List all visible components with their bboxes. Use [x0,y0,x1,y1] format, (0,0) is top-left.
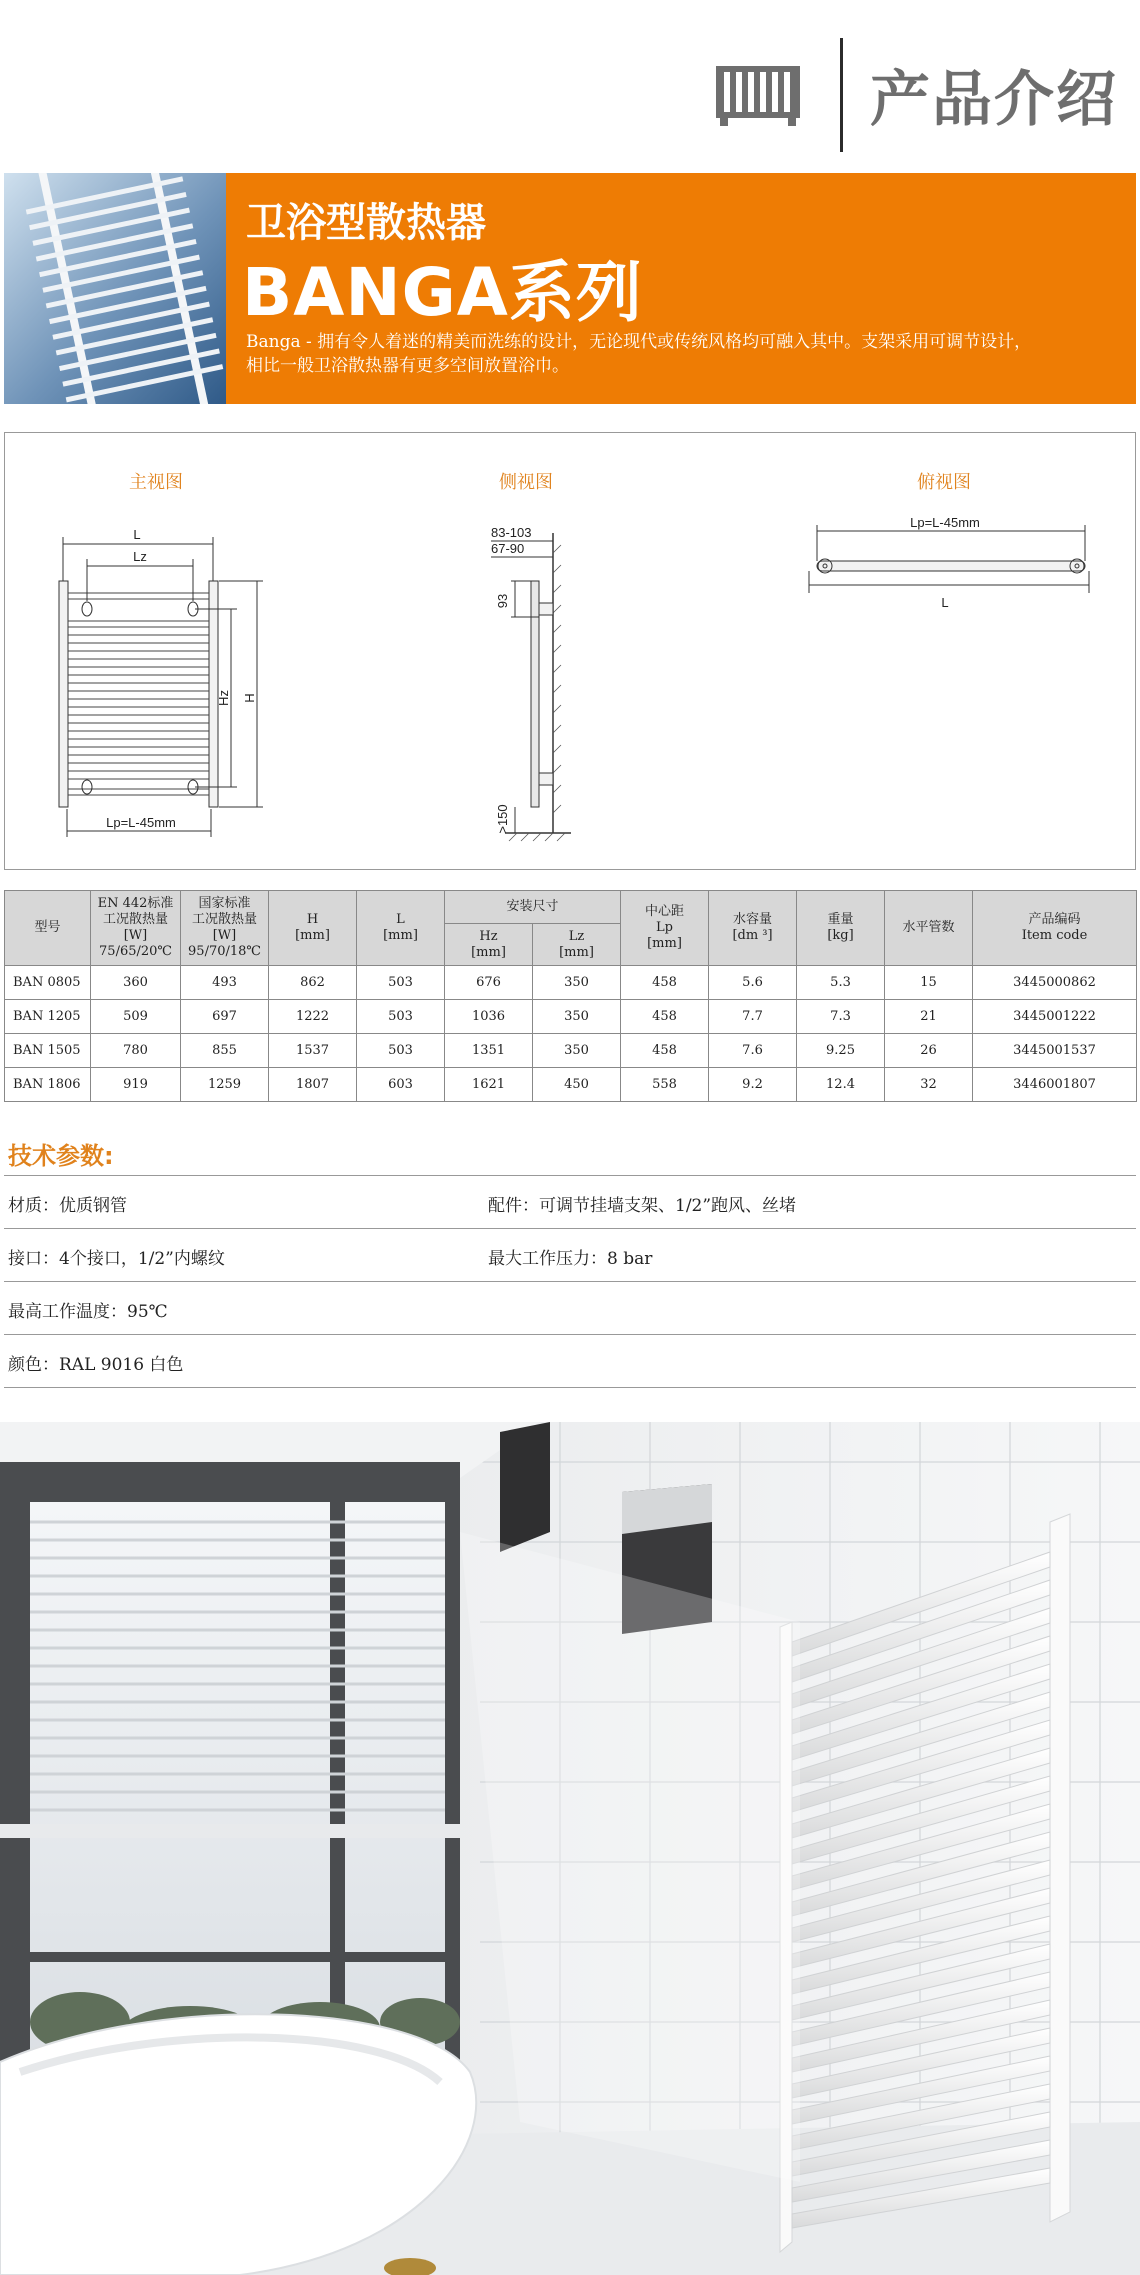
side-view-drawing [491,533,571,841]
col-lp: 中心距 Lp [mm] [621,891,709,966]
param-max-temp: 最高工作温度：95℃ [8,1302,168,1322]
table-row: BAN 0805 360 493 862 503 676 350 458 5.6 5.3 15 3445000862 [5,966,1137,1000]
technical-drawings [4,432,1136,870]
side-dim-150: >150 [495,804,510,834]
table-row: BAN 1205 509 697 1222 503 1036 350 458 7.7 7.3 21 3445001222 [5,1000,1137,1034]
param-material: 材质：优质钢管 [8,1196,127,1216]
col-tubes: 水平管数 [885,891,973,966]
col-h: H [mm] [269,891,357,966]
header-divider [840,38,843,152]
param-connection: 接口：4个接口，1/2”内螺纹 [8,1249,225,1269]
param-color: 颜色：RAL 9016 白色 [8,1355,184,1375]
radiator-icon [716,62,800,126]
col-lz: Lz [mm] [533,924,621,966]
table-row: BAN 1505 780 855 1537 503 1351 350 458 7.6 9.25 26 3445001537 [5,1034,1137,1068]
col-hz: Hz [mm] [445,924,533,966]
front-dim-H: H [242,693,257,703]
param-max-pressure: 最大工作压力：8 bar [488,1249,653,1269]
radiator-banner-image [4,173,226,404]
front-dim-Lz: Lz [133,549,147,564]
col-l: L [mm] [357,891,445,966]
front-dim-Hz: Hz [216,690,231,706]
col-weight: 重量 [kg] [797,891,885,966]
product-banner [4,173,1136,404]
divider [4,1175,1136,1176]
divider [4,1228,1136,1229]
front-dim-Lp: Lp=L-45mm [106,815,176,830]
side-dim-93: 93 [495,593,510,609]
section-title: 产品介绍 [870,65,1118,135]
banner-subtitle: 卫浴型散热器 [246,200,486,246]
top-view-drawing [809,525,1089,593]
divider [4,1334,1136,1335]
divider [4,1387,1136,1388]
col-water: 水容量 [dm ³] [709,891,797,966]
tech-params-heading: 技术参数: [8,1142,114,1170]
col-en442: EN 442标准 工况散热量 [W] 75/65/20℃ [91,891,181,966]
top-dim-L: L [941,595,949,610]
side-view-label: 侧视图 [499,472,553,493]
col-install: 安装尺寸 [445,891,621,924]
dimension-drawing [5,433,1135,869]
front-dim-L: L [133,527,141,542]
table-row: BAN 1806 919 1259 1807 603 1621 450 558 9.2 12.4 32 3446001807 [5,1068,1137,1102]
spec-table [4,890,1137,1102]
front-view-drawing [59,537,263,837]
top-view-label: 俯视图 [917,472,971,493]
param-accessories: 配件：可调节挂墙支架、1/2”跑风、丝堵 [488,1196,797,1216]
col-national: 国家标准 工况散热量 [W] 95/70/18℃ [181,891,269,966]
side-dim-83-103: 83-103 [491,525,532,540]
col-code: 产品编码 Item code [973,891,1137,966]
col-model: 型号 [5,891,91,966]
divider [4,1281,1136,1282]
front-view-label: 主视图 [129,472,183,493]
bathroom-photo [0,1422,1140,2275]
banner-title: BANGA系列 [242,254,643,331]
banner-description: Banga - 拥有令人着迷的精美而洗练的设计，无论现代或传统风格均可融入其中。支架采用可调节设计，相比一般卫浴散热器有更多空间放置浴巾。 [246,332,1032,376]
top-dim-Lp: Lp=L-45mm [910,515,980,530]
side-dim-67-90: 67-90 [491,541,525,556]
